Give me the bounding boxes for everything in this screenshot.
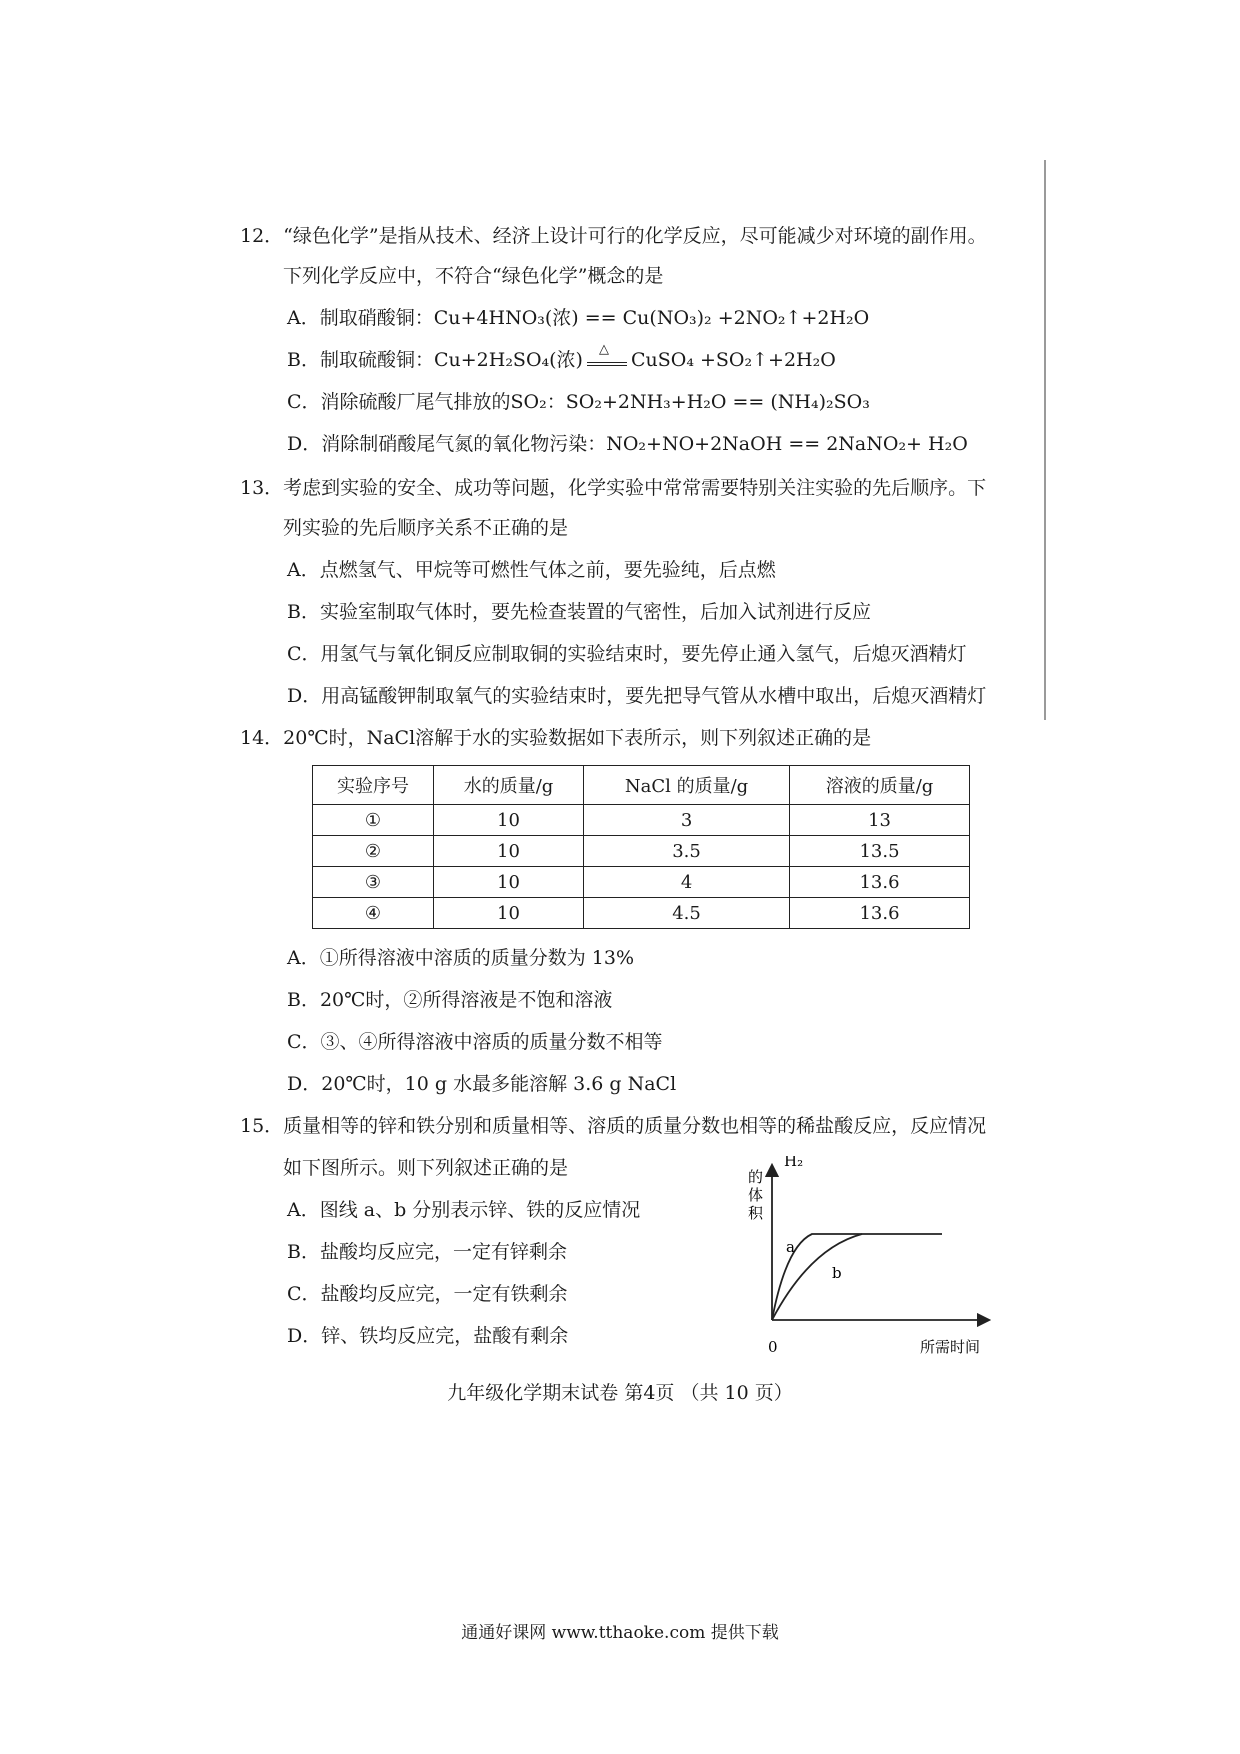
table-cell: 13.5 — [790, 836, 970, 867]
q15-stem-line2: 如下图所示。则下列叙述正确的是 — [283, 1157, 569, 1179]
q13-option-b: B．实验室制取气体时，要先检查装置的气密性，后加入试剂进行反应 — [287, 601, 871, 623]
q13-stem-line2: 列实验的先后顺序关系不正确的是 — [283, 517, 569, 539]
q12-stem-line1: 12．“绿色化学”是指从技术、经济上设计可行的化学反应，尽可能减少对环境的副作用。 — [240, 225, 987, 247]
q13-option-d: D．用高锰酸钾制取氧气的实验结束时，要先把导气管从水槽中取出，后熄灭酒精灯 — [287, 685, 987, 707]
q12-option-c: C．消除硫酸厂尾气排放的SO₂：SO₂+2NH₃+H₂O == (NH₄)₂SO₃ — [287, 391, 870, 413]
q15-option-d: D．锌、铁均反应完，盐酸有剩余 — [287, 1325, 569, 1347]
download-credit: 通通好课网 www.tthaoke.com 提供下载 — [461, 1623, 779, 1643]
heat-triangle: △ — [598, 342, 609, 357]
table-cell: ④ — [313, 898, 434, 929]
q12-stem-line2: 下列化学反应中，不符合“绿色化学”概念的是 — [283, 265, 664, 287]
q13-option-c: C．用氢气与氧化铜反应制取铜的实验结束时，要先停止通入氢气，后熄灭酒精灯 — [287, 643, 967, 665]
table-cell: 3 — [584, 805, 790, 836]
origin-label: 0 — [768, 1338, 778, 1356]
curve-a-label: a — [786, 1238, 795, 1256]
table-header-cell: 水的质量/g — [433, 766, 583, 805]
table-header-cell: 溶液的质量/g — [790, 766, 970, 805]
q15-stem-line1: 15．质量相等的锌和铁分别和质量相等、溶质的质量分数也相等的稀盐酸反应，反应情况 — [240, 1115, 987, 1137]
q13-stem-line1: 13．考虑到实验的安全、成功等问题，化学实验中常常需要特别关注实验的先后顺序。下 — [240, 477, 987, 499]
table-cell: 13 — [790, 805, 970, 836]
table-cell: ① — [313, 805, 434, 836]
table-cell: 10 — [433, 867, 583, 898]
table-cell: 3.5 — [584, 836, 790, 867]
q14-option-b: B．20℃时，②所得溶液是不饱和溶液 — [287, 989, 613, 1011]
table-row — [313, 805, 970, 836]
table-cell: 4.5 — [584, 898, 790, 929]
q14-stem: 14．20℃时，NaCl溶解于水的实验数据如下表所示，则下列叙述正确的是 — [240, 727, 872, 749]
table-cell: 4 — [584, 867, 790, 898]
curve-a — [772, 1234, 942, 1320]
q14-option-d: D．20℃时，10 g 水最多能溶解 3.6 g NaCl — [287, 1073, 677, 1095]
table-cell: 13.6 — [790, 867, 970, 898]
curve-b-label: b — [832, 1264, 842, 1282]
q14-option-a: A．①所得溶液中溶质的质量分数为 13% — [287, 947, 634, 969]
nacl-data-table — [312, 765, 970, 929]
q15-option-b: B．盐酸均反应完，一定有锌剩余 — [287, 1241, 567, 1263]
table-header-row — [313, 766, 970, 805]
table-header-cell: 实验序号 — [313, 766, 434, 805]
q14-option-c: C．③、④所得溶液中溶质的质量分数不相等 — [287, 1031, 663, 1053]
y-axis-label-h2: H₂ — [784, 1156, 804, 1170]
q12-option-a: A．制取硝酸铜：Cu+4HNO₃(浓) == Cu(NO₃)₂ +2NO₂↑+2H₂O — [287, 307, 870, 329]
q12-option-d: D．消除制硝酸尾气氮的氧化物污染：NO₂+NO+2NaOH == 2NaNO₂+ H₂O — [287, 433, 968, 455]
table-cell: 13.6 — [790, 898, 970, 929]
table-cell: ② — [313, 836, 434, 867]
x-axis-label: 所需时间 — [920, 1338, 981, 1356]
y-axis-label-char: 积 — [748, 1204, 764, 1222]
page-footer: 九年级化学期末试卷 第4页 （共 10 页） — [447, 1382, 793, 1404]
table-cell: 10 — [433, 836, 583, 867]
table-row — [313, 836, 970, 867]
q12-option-b — [287, 342, 836, 372]
h2-volume-graph — [724, 1156, 1014, 1356]
q13-option-a: A．点燃氢气、甲烷等可燃性气体之前，要先验纯，后点燃 — [287, 559, 776, 581]
y-axis-label-char: 体 — [748, 1186, 764, 1204]
table-row — [313, 898, 970, 929]
q12-option-b-products: CuSO₄ +SO₂↑+2H₂O — [630, 349, 836, 371]
table-row — [313, 867, 970, 898]
q15-option-c: C．盐酸均反应完，一定有铁剩余 — [287, 1283, 568, 1305]
y-axis-label-char: 的 — [748, 1168, 764, 1186]
table-cell: ③ — [313, 867, 434, 898]
q12-option-b-reactants: B．制取硫酸铜：Cu+2H₂SO₄(浓) — [287, 349, 583, 371]
heating-condition-sign — [587, 342, 627, 366]
q15-option-a: A．图线 a、b 分别表示锌、铁的反应情况 — [287, 1199, 641, 1221]
table-cell: 10 — [433, 805, 583, 836]
table-header-cell: NaCl 的质量/g — [584, 766, 790, 805]
scan-edge-line — [1044, 160, 1046, 720]
table-cell: 10 — [433, 898, 583, 929]
